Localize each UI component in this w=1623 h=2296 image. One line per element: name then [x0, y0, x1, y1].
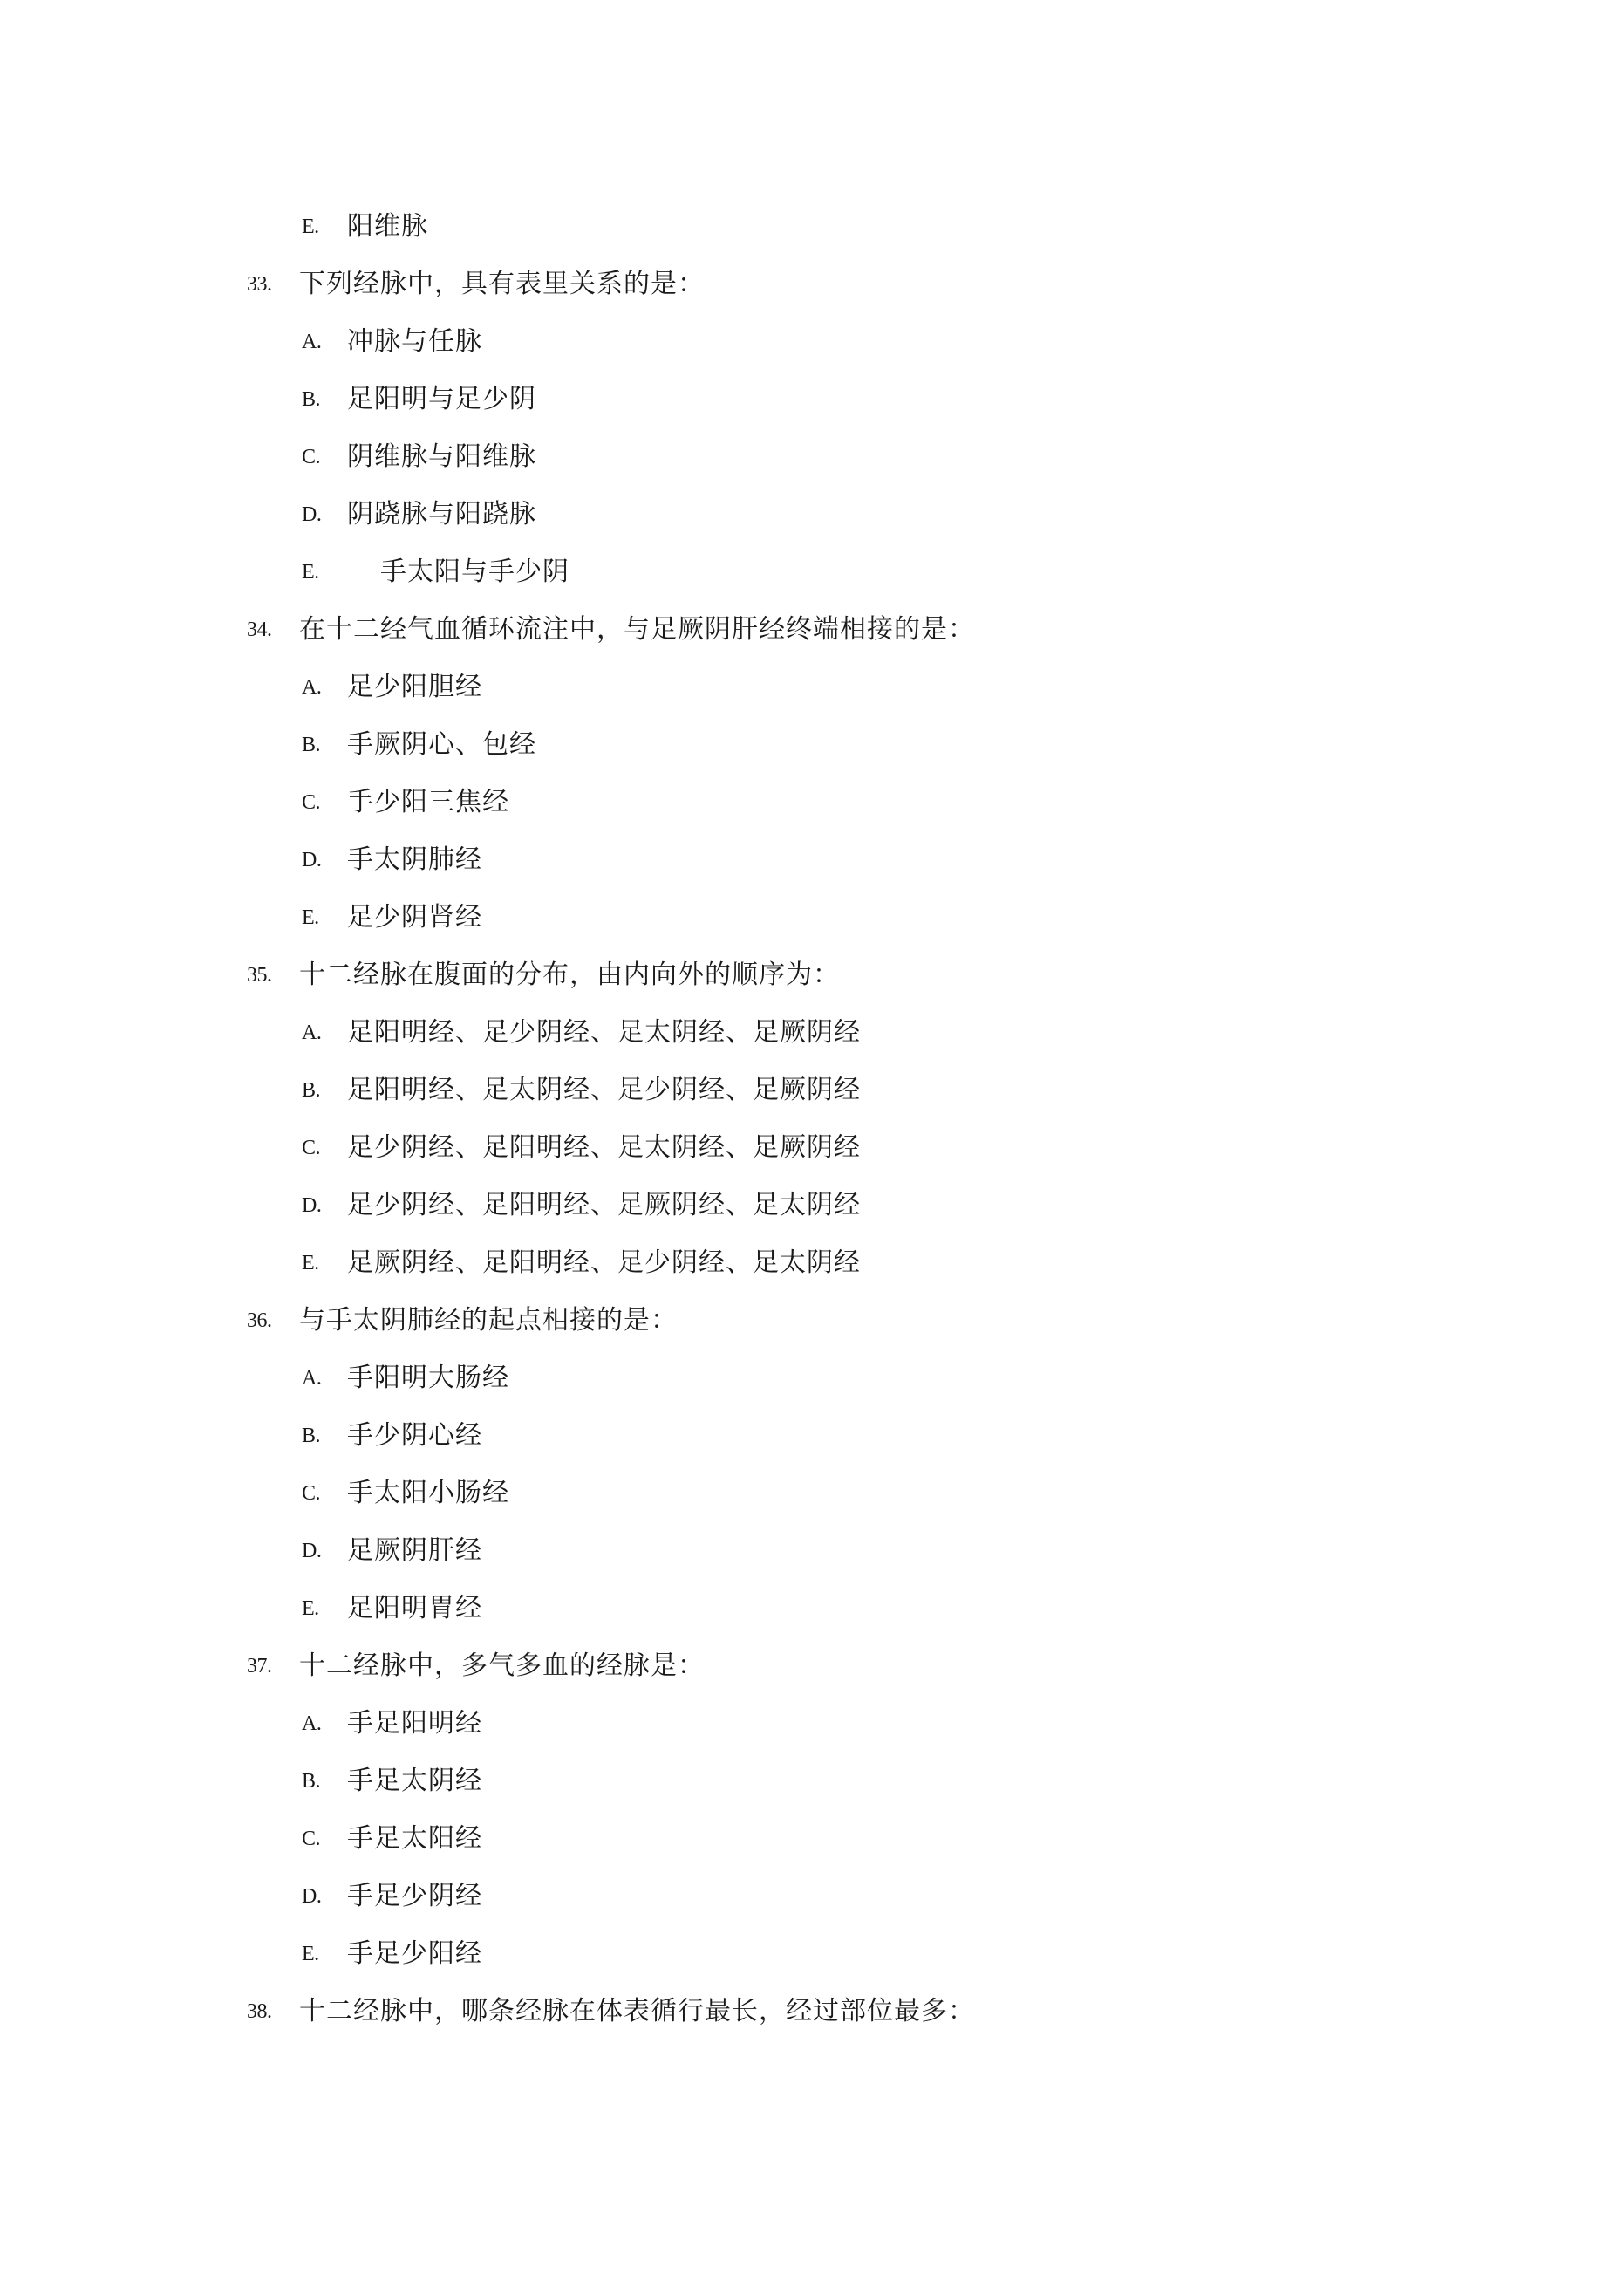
- option-label: E.: [302, 215, 319, 238]
- question-text: 十二经脉在腹面的分布，由内向外的顺序为：: [299, 960, 840, 990]
- option-text: 足少阴经、足阳明经、足太阴经、足厥阴经: [347, 1132, 861, 1163]
- question-number: 33.: [247, 273, 272, 296]
- option-label: C.: [302, 1482, 321, 1505]
- question-text: 下列经脉中，具有表里关系的是：: [299, 269, 705, 299]
- question-text: 在十二经气血循环流注中，与足厥阴肝经终端相接的是：: [299, 614, 975, 645]
- option-label: A.: [302, 331, 322, 353]
- option-text: 足少阳胆经: [347, 672, 482, 702]
- option-text: 阳维脉: [347, 211, 428, 242]
- option-text: 手足阳明经: [347, 1708, 482, 1739]
- option-text: 手足太阳经: [347, 1823, 482, 1854]
- option-label: B.: [302, 1770, 321, 1793]
- option-label: A.: [302, 1367, 322, 1390]
- option-text: 足阳明经、足少阴经、足太阴经、足厥阴经: [347, 1017, 861, 1048]
- option-text: 冲脉与任脉: [347, 326, 482, 357]
- option-label: B.: [302, 1079, 321, 1102]
- question-number: 38.: [247, 2000, 272, 2023]
- option-text: 手足太阴经: [347, 1766, 482, 1796]
- option-label: C.: [302, 791, 321, 814]
- option-text: 足阳明胃经: [347, 1593, 482, 1623]
- option-text: 足厥阴经、足阳明经、足少阴经、足太阴经: [347, 1247, 861, 1278]
- option-text: 手太阳与手少阴: [380, 557, 569, 587]
- option-label: E.: [302, 906, 319, 929]
- question-text: 十二经脉中，多气多血的经脉是：: [299, 1650, 705, 1681]
- option-label: A.: [302, 676, 322, 699]
- option-text: 手少阴心经: [347, 1420, 482, 1451]
- option-text: 手阳明大肠经: [347, 1363, 509, 1393]
- option-text: 手太阴肺经: [347, 844, 482, 875]
- option-text: 手足少阴经: [347, 1881, 482, 1911]
- option-text: 足阳明与足少阴: [347, 384, 536, 414]
- option-text: 足厥阴肝经: [347, 1535, 482, 1566]
- option-label: D.: [302, 1194, 322, 1217]
- option-text: 手足少阳经: [347, 1938, 482, 1969]
- option-label: B.: [302, 734, 321, 756]
- option-text: 手厥阴心、包经: [347, 729, 536, 760]
- option-text: 手少阳三焦经: [347, 787, 509, 817]
- question-number: 36.: [247, 1309, 272, 1332]
- question-text: 十二经脉中，哪条经脉在体表循行最长，经过部位最多：: [299, 1996, 975, 2026]
- option-label: D.: [302, 1540, 322, 1562]
- question-text: 与手太阴肺经的起点相接的是：: [299, 1305, 678, 1336]
- question-number: 34.: [247, 618, 272, 641]
- option-label: A.: [302, 1022, 322, 1044]
- question-number: 35.: [247, 964, 272, 987]
- option-label: E.: [302, 561, 319, 584]
- option-label: E.: [302, 1252, 319, 1274]
- option-label: A.: [302, 1712, 322, 1735]
- option-label: C.: [302, 446, 321, 468]
- option-label: B.: [302, 1425, 321, 1447]
- option-text: 阴维脉与阳维脉: [347, 441, 536, 472]
- option-text: 阴跷脉与阳跷脉: [347, 499, 536, 530]
- option-label: D.: [302, 503, 322, 526]
- option-label: E.: [302, 1943, 319, 1965]
- option-text: 足阳明经、足太阴经、足少阴经、足厥阴经: [347, 1075, 861, 1105]
- option-label: C.: [302, 1137, 321, 1159]
- option-label: B.: [302, 388, 321, 411]
- option-label: C.: [302, 1828, 321, 1850]
- option-label: E.: [302, 1597, 319, 1620]
- option-text: 足少阴肾经: [347, 902, 482, 933]
- option-label: D.: [302, 849, 322, 871]
- option-text: 足少阴经、足阳明经、足厥阴经、足太阴经: [347, 1190, 861, 1220]
- option-text: 手太阳小肠经: [347, 1478, 509, 1508]
- question-number: 37.: [247, 1655, 272, 1678]
- option-label: D.: [302, 1885, 322, 1908]
